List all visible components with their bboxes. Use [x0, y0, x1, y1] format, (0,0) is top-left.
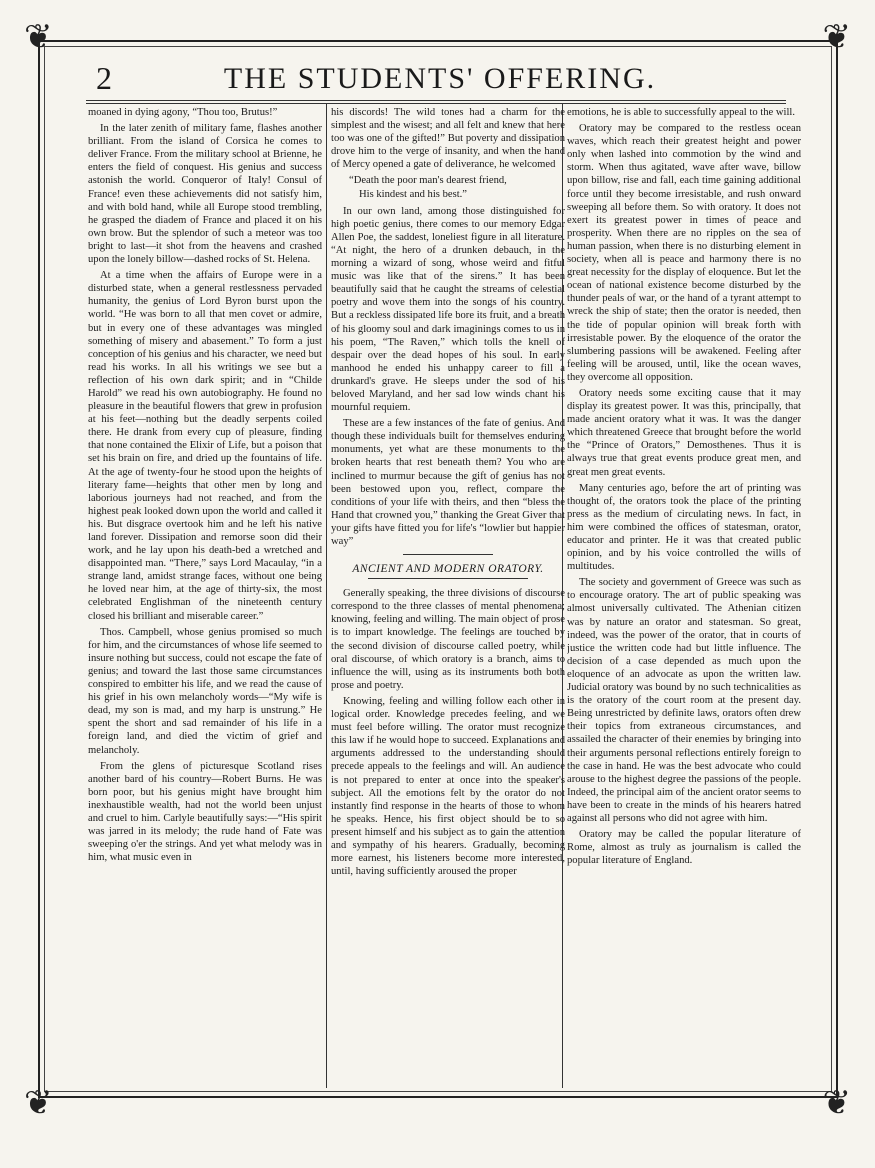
paragraph: Generally speaking, the three divisions of discourse correspond to the three classes of mental phenomena; knowing, feeling and willing. The main object of prose is to impart knowledge. The feelings are touched by the second division of discourse called poetry, while oral discourse, of which oratory is a branch, aims to influence the will, using as its instruments both both prose and poetry. [331, 588, 565, 691]
paragraph: Oratory may be compared to the restless ocean waves, which reach their greatest height and power only when lashed into commotion by the wind and storm. When thus agitated, wave after wave, billow upon billow, rise and fall, each time gaining additional force until they become irresistable, and rush onward sweeping all before them. So with oratory. It does not exert its greatest power in times of peace and prosperity. When there are no ripples on the sea of human passion, when there is no disturbing element in society, when all is peace and harmony there is no great necessity for the display of eloquence. But let the ocean of national existence become disturbed by the thunder peals of war, or the hand of a tyrant attempt to wreck the ship of state; then the orator is needed, then the tide of popular opinion will break forth with irresistable power. By the eloquence of the orator the slumbering passions will be awakened. Feeling after feeling will be aroused, until, like the ocean waves, they overcome all opposition. [567, 123, 801, 383]
page-title: THE STUDENTS' OFFERING. [223, 62, 657, 95]
paragraph: emotions, he is able to successfully appeal to the will. [567, 107, 796, 118]
page-header [60, 58, 820, 98]
header-rule [86, 100, 786, 101]
ornament-bottom-right-icon: ❦ [822, 1083, 851, 1123]
paragraph: moaned in dying agony, “Thou too, Brutus!” [88, 107, 278, 118]
ornament-top-right-icon: ❦ [822, 17, 851, 57]
paragraph: At a time when the affairs of Europe were in a disturbed state, when a general restlessness pervaded humanity, the genius of Lord Byron burst upon the world. “He was born to all that men covet or admire, but in every one of these advantages was mingled something of misery and abasement.” To form a just conception of his genius and his character, we need but read his works. In all his writings we see but a reflection of his own dark spirit; and in “Childe Harold” we read his own autobiography. He found no pleasure in the beautiful flowers that grew in profusion at his feet—nothing but the deadly serpents coiled there. He drank from every cup of pleasure, finding that none contained the Elixir of Life, but a poison that set his brain on fire, and dried up the fountains of life. At the age of twenty-four he stood upon the heights of literary fame—heights that other men by long and laborious journeys had not reached, and from the highest peak looked down upon the world and called it his. But disgrace overtook him and he left his native land forever. Dissipation and remorse soon did their work, and he lay upon his death-bed a wretched and disappointed man. “There,” says Lord Macaulay, “in a strange land, amidst strange faces, without one being he loved near him, at the age of thirty-six, the most celebrated Englishman of the nineteenth century closed his brilliant and miserable career.” [88, 270, 322, 622]
column-3 [567, 106, 801, 1088]
verse-line: His kindest and his best.” [359, 188, 467, 200]
header-rule-double [86, 103, 786, 104]
paragraph: In the later zenith of military fame, flashes another brilliant. From the island of Corsica he comes to deliver France. From the military school at Brienne, he enters the field of conquest. His genius and success astonish the world. Conqueror of Italy! Consul of France! even these achievements did not satisfy him, and with bold hand, while all Europe stood trembling, he grasped the diadem of France and placed it on his own brow. But the splendor of such a meteor was too bright to last—it shot from the heavens and crashed upon the lonely billow—dashed rocks of St. Helena. [88, 123, 322, 266]
verse-line: “Death the poor man's dearest friend, [349, 175, 507, 187]
column-2 [331, 106, 565, 1088]
paragraph: The society and government of Greece was such as to encourage oratory. The art of public speaking was almost universally cultivated. The Athenian citizen was by nature an orator and statesman. So great, indeed, was the power of the orator, that in courts of justice the written code had but little influence. The decision of a case depended as much upon the eloquence of an advocate as upon the written law. Judicial oratory was bound by no such technicalities as is the oratory of the court room at the present day. Being unrestricted by definite laws, orators often drew their topics from extraneous circumstances, and assailed the character of their enemies by bringing into their arguments personal reflections entirely foreign to the case in hand. He was the best advocate who could arouse to the highest degree the passions of the people. Indeed, the principal aim of the ancient orator seems to have been to create in the minds of his hearers hatred against all persons who did not agree with him. [567, 577, 801, 824]
paragraph: In our own land, among those distinguished for high poetic genius, there comes to our memory Edgar Allen Poe, the saddest, loneliest figure in all literature. “At night, the hero of a drunken debauch, in the morning a wizard of song, whose weird and fitful music was like that of the sirens.” It has been beautifully said that he caught the streams of celestial poetry and wove them into the songs of his country. But a reckless dissipated life bore its fruit, and a breath of his gloomy soul and dark imaginings comes to us in his poem, “The Raven,” which tolls the knell of despair over the dead hopes of his soul. In early manhood he ended his unhappy career to fill a drunkard's grave. He sleeps under the sod of his beloved Maryland, and her sad low winds chant his mournful requiem. [331, 205, 565, 414]
paragraph: Oratory needs some exciting cause that it may display its greatest power. It was this, principally, that made ancient oratory what it was. It was the danger which threatened Greece that brought before the world the “Prince of Orators,” Demosthenes. Thus it is always true that great events produce great men, and great men great events. [567, 387, 801, 478]
paragraph: his discords! The wild tones had a charm for the simplest and the wisest; and all felt and knew that here too was one of the gifted!” But poverty and dissipation drove him to the verge of insanity, and when the hand of Mercy opened a gate of deliverance, he welcomed [331, 107, 565, 171]
paragraph: Knowing, feeling and willing follow each other in logical order. Knowledge precedes feeling, and we must feel before willing. The orator must recognize this law if he would hope to succeed. Explanations and arguments addressed to the understanding should precede appeals to the feelings and will. An audience is not prepared to enter at once into the speaker's subject. All the emotions felt by the orator do not instantly find response in the hearts of those to whom he speaks. Hence, his first object should be to so present himself and his subject as to gain the attention and sympathy of his hearers. Gradually, becoming more earnest, his listeners become more interested, until, having sufficiently aroused the proper [331, 695, 565, 878]
paragraph: Oratory may be called the popular literature of Rome, almost as truly as journalism is called the popular literature of England. [567, 829, 801, 867]
section-rule [403, 554, 493, 555]
column-1 [88, 106, 322, 1088]
paragraph: From the glens of picturesque Scotland rises another bard of his country—Robert Burns. He was born poor, but his genius might have brought him inexhaustible wealth, had not the world been unjust and cruel to him. Carlyle beautifully says:—“His spirit was jarred in its melody; the rude hand of Fate was sweeping o'er the strings. And yet what melody was in him, what music even in [88, 760, 322, 864]
ornament-bottom-left-icon: ❦ [24, 1083, 53, 1123]
ornament-top-left-icon: ❦ [24, 17, 53, 57]
section-rule [368, 578, 528, 579]
section-heading: ANCIENT AND MODERN ORATORY. [352, 563, 544, 576]
paragraph: Thos. Campbell, whose genius promised so much for him, and the circumstances of whose life seemed to insure nothing but success, could not escape the fate of genius; and toward the last those same circumstances conspired to embitter his life, and we read the cause of his grief in his own melancholy words—“My wife is dead, my son is mad, and my harp is unstrung.” He spent the short and sad remainder of his life in a foreign land, and died the victim of grief and melancholy. [88, 626, 322, 756]
page-number: 2 [96, 60, 112, 96]
column-divider [326, 104, 327, 1088]
paragraph: These are a few instances of the fate of genius. And though these individuals built for themselves enduring monuments, yet what are these monuments to the broken hearts that rest beneath them? You who are inclined to murmur because the gift of genius has not been bestowed upon you, reflect, compare the conditions of your life with theirs, and then “bless the Hand that crowned you,” thanking the Great Giver that your gifts have fitted you for life's “lowlier but happier way” [331, 418, 565, 547]
verse-quote [349, 174, 565, 200]
paragraph: Many centuries ago, before the art of printing was thought of, the orators took the place of the printing press as the medium of circulating news. In fact, in him were combined the offices of statesman, orator, educator and printer. He it was that created public opinion, and by his voice controlled the wills of multitudes. [567, 482, 801, 573]
